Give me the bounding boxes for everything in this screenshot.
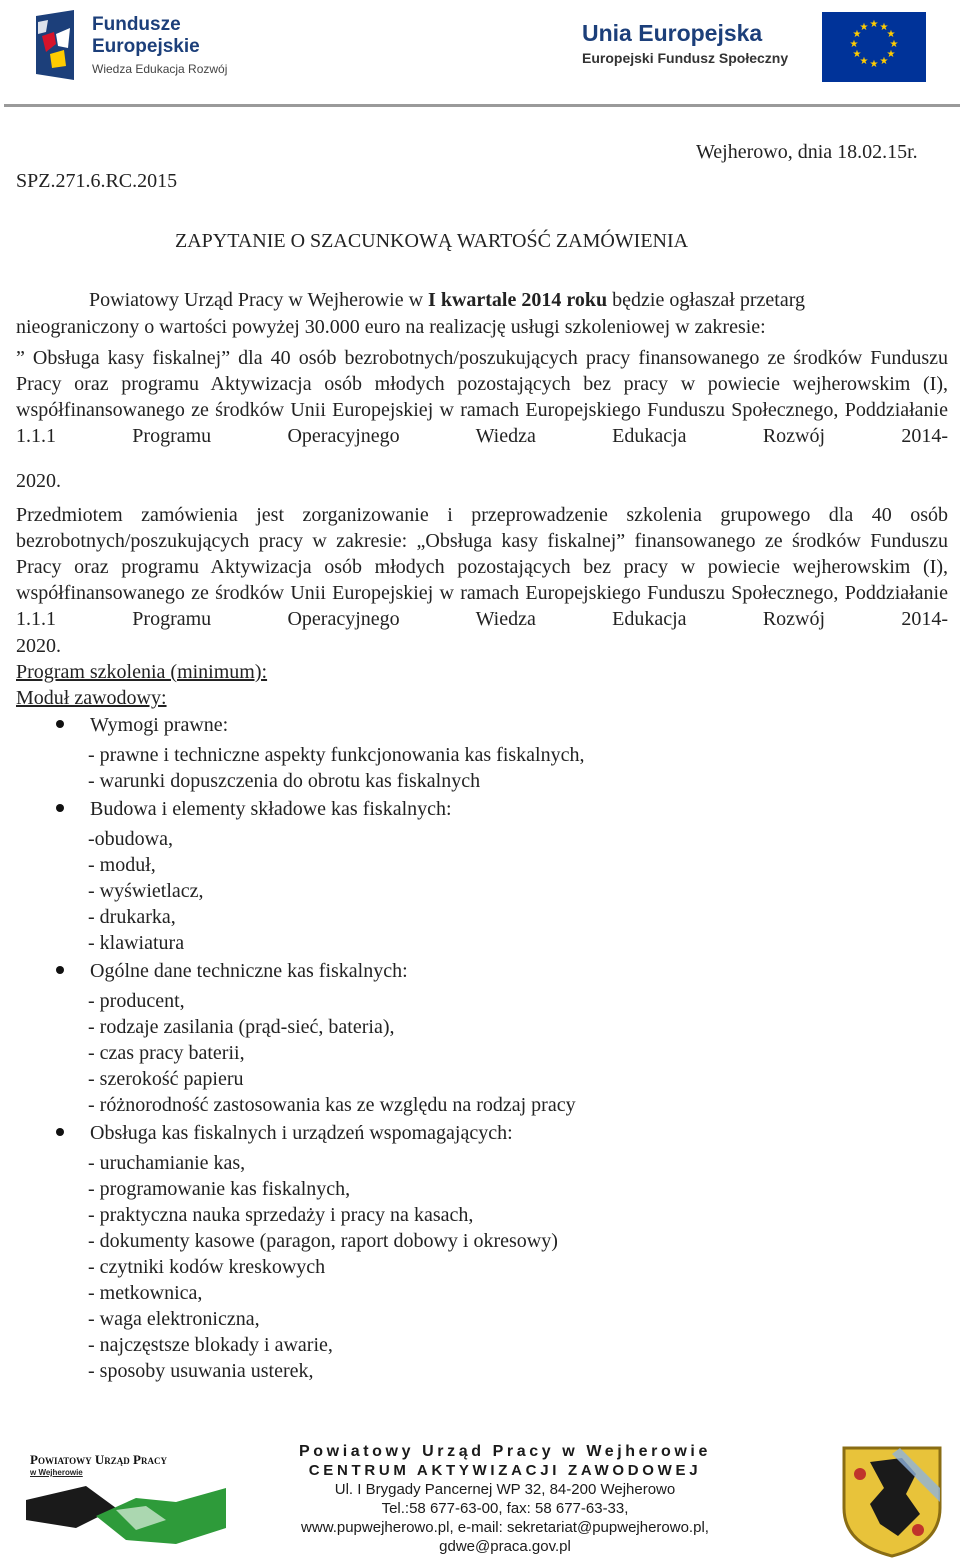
fe-logo-line1: Fundusze (92, 14, 181, 35)
svg-text:★: ★ (889, 39, 899, 50)
svg-text:★: ★ (849, 39, 859, 50)
list-item: - producent, (88, 990, 185, 1012)
section-title: Budowa i elementy składowe kas fiskalnych: (90, 798, 452, 820)
paragraph1-first-line (89, 287, 805, 313)
list-item: - waga elektroniczna, (88, 1308, 260, 1330)
section-title: Wymogi prawne: (90, 714, 229, 736)
list-item: -obudowa, (88, 828, 173, 850)
place-and-date: Wejherowo, dnia 18.02.15r. (696, 141, 918, 163)
document-title: ZAPYTANIE O SZACUNKOWĄ WARTOŚĆ ZAMÓWIENIA (175, 230, 689, 252)
svg-text:★: ★ (879, 56, 889, 67)
footer-web-email: www.pupwejherowo.pl, e-mail: sekretariat@pupwejherowo.pl, (301, 1519, 709, 1536)
bullet-icon (56, 1128, 64, 1136)
section-title: Ogólne dane techniczne kas fiskalnych: (90, 960, 408, 982)
fe-star-icon (34, 8, 84, 84)
ue-logo-line2: Europejski Fundusz Społeczny (582, 50, 789, 66)
svg-text:★: ★ (859, 56, 869, 67)
list-item: - praktyczna nauka sprzedaży i pracy na kasach, (88, 1204, 474, 1226)
pup-wejherowo-logo (26, 1446, 246, 1552)
list-item: - uruchamianie kas, (88, 1152, 246, 1174)
bullet-icon (56, 966, 64, 974)
list-item: - prawne i techniczne aspekty funkcjonowania kas fiskalnych, (88, 744, 585, 766)
svg-text:★: ★ (852, 29, 862, 40)
list-item: - dokumenty kasowe (paragon, raport dobowy i okresowy) (88, 1230, 558, 1252)
list-item: - programowanie kas fiskalnych, (88, 1178, 351, 1200)
list-item: - różnorodność zastosowania kas ze względu na rodzaj pracy (88, 1094, 576, 1116)
pup-logo-subtitle: w Wejherowie (30, 1468, 83, 1477)
pup-logo-title: Powiatowy Urząd Pracy (30, 1452, 167, 1467)
footer-center-name: CENTRUM AKTYWIZACJI ZAWODOWEJ (308, 1462, 702, 1479)
fe-logo-text (92, 14, 227, 76)
page-footer (0, 1438, 960, 1560)
page-header (0, 0, 960, 108)
unia-europejska-logo (582, 12, 932, 82)
section-title: Obsługa kas fiskalnych i urządzeń wspomagających: (90, 1122, 513, 1144)
paragraph1-body: ” Obsługa kasy fiskalnej” dla 40 osób bezrobotnych/poszukujących pracy finansowanego ze środków Funduszu Pracy oraz programu Aktywizacja osób młodych pozostających bez pracy w powiecie wejherowskim (I), współfinansowanego ze środków Unii Europejskiej w ramach Europejskiego Funduszu Społecznego, Poddziałanie 1.1.1 Programu Operacyjnego Wiedza Edukacja Rozwój 2014- (16, 347, 948, 447)
list-item: - rodzaje zasilania (prąd-sieć, bateria), (88, 1016, 395, 1038)
list-item: - warunki dopuszczenia do obrotu kas fiskalnych (88, 770, 481, 792)
header-divider (4, 104, 960, 107)
paragraph1-end: 2020. (16, 470, 61, 492)
svg-text:★: ★ (852, 49, 862, 60)
document-reference: SPZ.271.6.RC.2015 (16, 170, 178, 192)
svg-text:★: ★ (859, 22, 869, 33)
list-item: - moduł, (88, 854, 156, 876)
p1-text-c: będzie ogłaszał przetarg (607, 289, 806, 311)
list-item: - metkownica, (88, 1282, 203, 1304)
handshake-icon (26, 1480, 226, 1552)
svg-text:★: ★ (869, 19, 879, 30)
svg-text:★: ★ (886, 49, 896, 60)
program-heading: Program szkolenia (minimum): (16, 661, 268, 683)
list-item: - sposoby usuwania usterek, (88, 1360, 314, 1382)
footer-address: Ul. I Brygady Pancernej WP 32, 84-200 Wejherowo (334, 1481, 676, 1498)
fundusze-europejskie-logo (34, 8, 274, 84)
paragraph2-end: 2020. (16, 635, 61, 657)
fe-logo-line2: Europejskie (92, 36, 200, 57)
list-item: - czytniki kodów kreskowych (88, 1256, 326, 1278)
svg-text:★: ★ (869, 59, 879, 70)
list-item: - klawiatura (88, 932, 185, 954)
ue-logo-line1: Unia Europejska (582, 20, 763, 46)
ue-logo-text (582, 20, 788, 66)
list-item: - szerokość papieru (88, 1068, 244, 1090)
coat-of-arms-icon (840, 1444, 944, 1558)
paragraph2-body: Przedmiotem zamówienia jest zorganizowanie i przeprowadzenie szkolenia grupowego dla 40 osób bezrobotnych/poszukujących pracy w zakresie: „Obsługa kasy fiskalnej” finansowanego ze środków Funduszu Pracy oraz programu Aktywizacja osób młodych pozostających bez pracy w powiecie wejherowskim (I), współfinansowanego ze środków Unii Europejskiej w ramach Europejskiego Funduszu Społecznego, Poddziałanie 1.1.1 Programu Operacyjnego Wiedza Edukacja Rozwój 2014- (16, 504, 948, 630)
paragraph1-second-line: nieograniczony o wartości powyżej 30.000 euro na realizację usługi szkoleniowej w zakresie: (16, 316, 766, 338)
fe-logo-line3: Wiedza Edukacja Rozwój (92, 62, 228, 76)
bullet-icon (56, 804, 64, 812)
eu-flag-icon (822, 12, 926, 82)
list-item: - najczęstsze blokady i awarie, (88, 1334, 333, 1356)
list-item: - wyświetlacz, (88, 880, 204, 902)
svg-text:★: ★ (886, 29, 896, 40)
footer-contact (270, 1442, 740, 1556)
module-heading: Moduł zawodowy: (16, 687, 167, 709)
list-item: - drukarka, (88, 906, 176, 928)
list-item: - czas pracy baterii, (88, 1042, 245, 1064)
footer-phone: Tel.:58 677-63-00, fax: 58 677-63-33, (381, 1500, 629, 1517)
footer-email2: gdwe@praca.gov.pl (439, 1538, 571, 1555)
p1-quarter-bold: I kwartale 2014 roku (428, 289, 608, 311)
footer-office-name: Powiatowy Urząd Pracy w Wejherowie (299, 1443, 711, 1460)
p1-text-a: Powiatowy Urząd Pracy w Wejherowie w (89, 289, 429, 311)
svg-text:★: ★ (879, 22, 889, 33)
bullet-icon (56, 720, 64, 728)
